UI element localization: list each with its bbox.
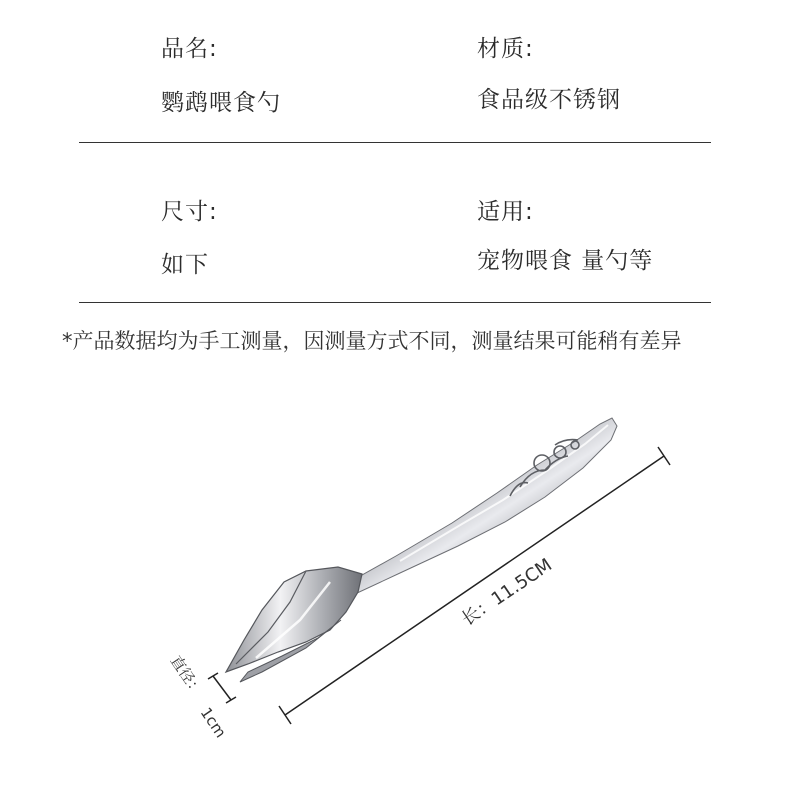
size-value: 如下 — [161, 252, 209, 278]
diameter-value: 1cm — [196, 704, 230, 742]
size-label: 尺寸: — [161, 199, 218, 225]
name-value: 鹦鹉喂食勺 — [161, 90, 281, 116]
diameter-label: 直径： — [166, 652, 207, 700]
usage-value: 宠物喂食 量勺等 — [477, 248, 654, 274]
material-label: 材质: — [477, 36, 534, 62]
material-value: 食品级不锈钢 — [477, 87, 621, 113]
measurement-note: *产品数据均为手工测量，因测量方式不同，测量结果可能稍有差异 — [62, 329, 682, 353]
diameter-dimension — [208, 673, 236, 703]
name-label: 品名: — [161, 36, 218, 62]
usage-label: 适用: — [477, 199, 534, 225]
length-label: 长：11.5CM — [457, 554, 556, 631]
spoon-handle — [346, 418, 617, 594]
spoon-bowl — [226, 567, 362, 682]
